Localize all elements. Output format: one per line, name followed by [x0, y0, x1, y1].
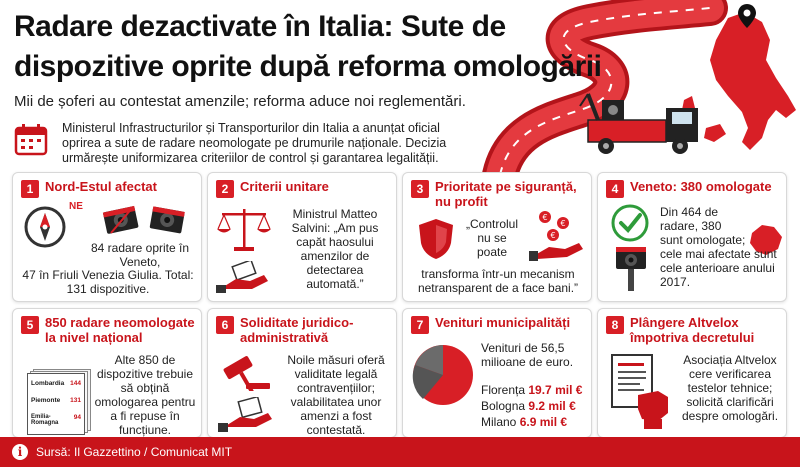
card-text: Ministrul Matteo Salvini: „Am pus capăt haosului amenzilor de detectarea automată.”	[291, 207, 379, 291]
footer	[0, 437, 800, 467]
region-row	[31, 397, 81, 404]
hand-document-icon	[216, 261, 272, 293]
card-number: 5	[21, 316, 39, 334]
road-italy-illustration	[470, 0, 800, 175]
region-name: Piemonte	[31, 397, 61, 404]
card-text: transforma într-un mecanism netransparent de a face bani.”	[417, 267, 579, 295]
region-row	[31, 380, 81, 387]
card-title: Criterii unitare	[240, 179, 329, 194]
complaint-document-fist-icon	[608, 351, 672, 431]
card-quote: „Controlul nu se poate	[465, 217, 519, 259]
hand-document-icon	[218, 397, 276, 433]
region-name: Emilia-Romagna	[31, 414, 59, 426]
card-number: 4	[606, 180, 624, 198]
card-safety-priority	[402, 172, 592, 302]
revenue-pie-chart	[411, 343, 475, 407]
speed-camera-icon	[101, 203, 191, 239]
card-altvelox-complaint	[597, 308, 787, 438]
card-number: 6	[216, 316, 234, 334]
card-text: Asociația Altvelox cere verificarea testelor tehnice; solicită clarificări despre omologări.	[681, 353, 779, 423]
card-text-1: Din 464 de radare, 380 sunt omologate;	[660, 205, 746, 247]
card-title: Prioritate pe siguranță, nu profit	[435, 179, 577, 209]
card-northeast	[12, 172, 202, 302]
card-title: Soliditate juridico-administrativă	[240, 315, 354, 345]
card-text-2: 47 în Friuli Venezia Giulia. Total: 131 dispozitive.	[22, 268, 194, 296]
card-text: Venituri de 56,5 milioane de euro.	[481, 341, 574, 369]
svg-text:€: €	[560, 219, 566, 228]
compass-label: NE	[69, 201, 83, 212]
svg-text:€: €	[542, 213, 548, 222]
card-title: Plângere Altvelox împotriva decretului	[630, 315, 755, 345]
shield-icon	[417, 217, 455, 261]
city-revenue-row	[481, 399, 576, 413]
city-name: Florența	[481, 383, 526, 397]
card-text-1: 84 radare oprite în Veneto,	[90, 241, 190, 269]
city-name: Milano	[481, 415, 517, 429]
page-title-line1: Radare dezactivate în Italia: Sute de	[14, 10, 506, 43]
card-number: 3	[411, 180, 429, 198]
card-number: 8	[606, 316, 624, 334]
card-text: Alte 850 de dispozitive trebuie să obțină omologarea pentru a fi repuse în funcțiune.	[94, 353, 196, 437]
card-veneto-approved	[597, 172, 787, 302]
card-title: Veneto: 380 omologate	[630, 179, 772, 194]
city-value: 19.7 mil €	[528, 383, 583, 397]
approved-camera-icon	[608, 203, 658, 293]
region-count: 94	[73, 414, 81, 421]
hand-coins-icon	[529, 209, 587, 261]
card-number: 1	[21, 180, 39, 198]
scales-of-justice-icon	[216, 205, 272, 253]
city-revenue-row	[481, 415, 567, 429]
calendar-icon	[14, 122, 48, 156]
gavel-icon	[218, 355, 272, 391]
compass-icon	[23, 205, 67, 249]
card-legal-solidity	[207, 308, 397, 438]
region-row	[31, 414, 81, 426]
footer-source: Sursă: Il Gazzettino / Comunicat MIT	[36, 445, 233, 459]
page-title-line2: dispozitive oprite după reforma omologării	[14, 50, 602, 83]
card-number: 7	[411, 316, 429, 334]
city-name: Bologna	[481, 399, 526, 413]
info-icon: i	[12, 444, 28, 460]
intro-paragraph: Ministerul Infrastructurilor și Transporturilor din Italia a anunțat oficial oprirea a sute de radare neomologate pe drumurile naționale. Decizia urmărește uniformizarea criteriilor de control și garantarea legalității.	[62, 121, 447, 165]
city-revenue-row	[481, 383, 582, 397]
card-text-2: cele mai afectate sunt cele anterioare anului 2017.	[660, 247, 777, 289]
card-title: Venituri municipalități	[435, 315, 571, 330]
svg-text:€: €	[550, 231, 556, 240]
card-title: Nord-Estul afectat	[45, 179, 157, 194]
card-municipal-revenue	[402, 308, 592, 438]
region-list-icon	[27, 373, 89, 433]
card-number: 2	[216, 180, 234, 198]
region-count: 131	[70, 397, 81, 404]
card-national-unapproved	[12, 308, 202, 438]
region-name: Lombardia	[31, 380, 65, 387]
city-value: 6.9 mil €	[519, 415, 568, 429]
card-text: Noile măsuri oferă validitate legală contravențiilor; valabilitatea unor amenzi a fost contestată.	[287, 353, 385, 437]
page-subtitle: Mii de șoferi au contestat amenzile; reforma aduce noi reglementări.	[14, 93, 466, 110]
card-unified-criteria	[207, 172, 397, 302]
region-count: 144	[70, 380, 81, 387]
card-title: 850 radare neomologate la nivel național	[45, 315, 195, 345]
city-value: 9.2 mil €	[528, 399, 576, 413]
